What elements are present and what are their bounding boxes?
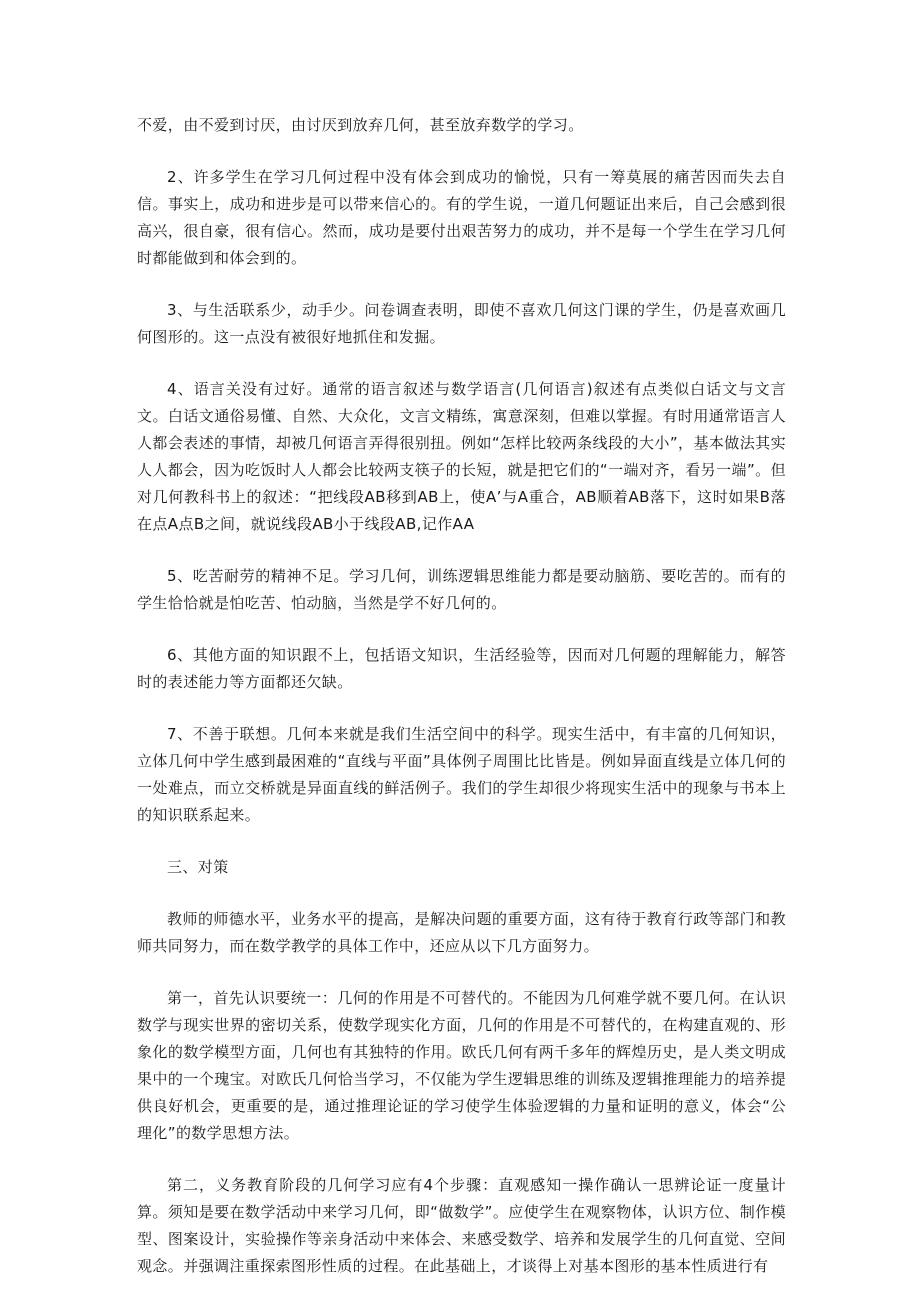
paragraph-second: 第二，义务教育阶段的几何学习应有4个步骤：直观感知一操作确认一思辨论证一度量计算。须知是要在数学活动中来学习几何，即“做数学”。应使学生在观察物体，认识方位、制作模型、图案设计，实验操作等亲身活动中来体会、来感受数学、培养和发展学生的几何直觉、空间观念。并强调注重探索图形性质的过程。在此基础上，才谈得上对基本图形的基本性质进行有 [137,1176,786,1275]
paragraph-point-2: 2、许多学生在学习几何过程中没有体会到成功的愉悦，只有一筹莫展的痛苦因而失去自信。事实上，成功和进步是可以带来信心的。有的学生说，一道几何题证出来后，自己会感到很高兴，很自豪，很有信心。然而，成功是要付出艰苦努力的成功，并不是每一个学生在学习几何时都能做到和体会到的。 [137,168,786,267]
section-heading: 三、对策 [167,858,229,876]
document-page [137,112,786,1305]
paragraph-first: 第一，首先认识要统一：几何的作用是不可替代的。不能因为几何难学就不要几何。在认识数学与现实世界的密切关系，使数学现实化方面，几何的作用是不可替代的，在构建直观的、形象化的数学模型方面，几何也有其独特的作用。欧氏几何有两千多年的辉煌历史，是人类文明成果中的一个瑰宝。对欧氏几何恰当学习，不仅能为学生逻辑思维的训练及逻辑推理能力的培养提供良好机会，更重要的是，通过推理论证的学习使学生体验逻辑的力量和证明的意义，体会“公理化”的数学思想方法。 [137,989,786,1142]
paragraph-point-5: 5、吃苦耐劳的精神不足。学习几何，训练逻辑思维能力都是要动脑筋、要吃苦的。而有的学生恰恰就是怕吃苦、怕动脑，当然是学不好几何的。 [137,567,786,612]
paragraph-intro: 教师的师德水平，业务水平的提高，是解决问题的重要方面，这有待于教育行政等部门和教师共同努力，而在数学教学的具体工作中，还应从以下几方面努力。 [137,910,786,955]
paragraph-point-3: 3、与生活联系少，动手少。问卷调查表明，即使不喜欢几何这门课的学生，仍是喜欢画几何图形的。这一点没有被很好地抓住和发掘。 [137,301,786,346]
paragraph-continuation: 不爱，由不爱到讨厌，由讨厌到放弃几何，甚至放弃数学的学习。 [137,116,584,134]
paragraph-point-4: 4、语言关没有过好。通常的语言叙述与数学语言(几何语言)叙述有点类似白话文与文言文。白话文通俗易懂、自然、大众化，文言文精练，寓意深刻，但难以掌握。有时用通常语言人人都会表述的事情，却被几何语言弄得很别扭。例如“怎样比较两条线段的大小”，基本做法其实人人都会，因为吃饭时人人都会比较两支筷子的长短，就是把它们的“一端对齐，看另一端”。但对几何教科书上的叙述：“把线段AB移到AB上，使A’与A重合，AB顺着AB落下，这时如果B落在点A点B之间，就说线段AB小于线段AB,记作AA [137,380,786,533]
paragraph-point-7: 7、不善于联想。几何本来就是我们生活空间中的科学。现实生活中，有丰富的几何知识，立体几何中学生感到最困难的“直线与平面”具体例子周围比比皆是。例如异面直线是立体几何的一处难点，而立交桥就是异面直线的鲜活例子。我们的学生却很少将现实生活中的现象与书本上的知识联系起来。 [137,725,786,824]
paragraph-point-6: 6、其他方面的知识跟不上，包括语文知识，生活经验等，因而对几何题的理解能力，解答时的表述能力等方面都还欠缺。 [137,646,786,691]
